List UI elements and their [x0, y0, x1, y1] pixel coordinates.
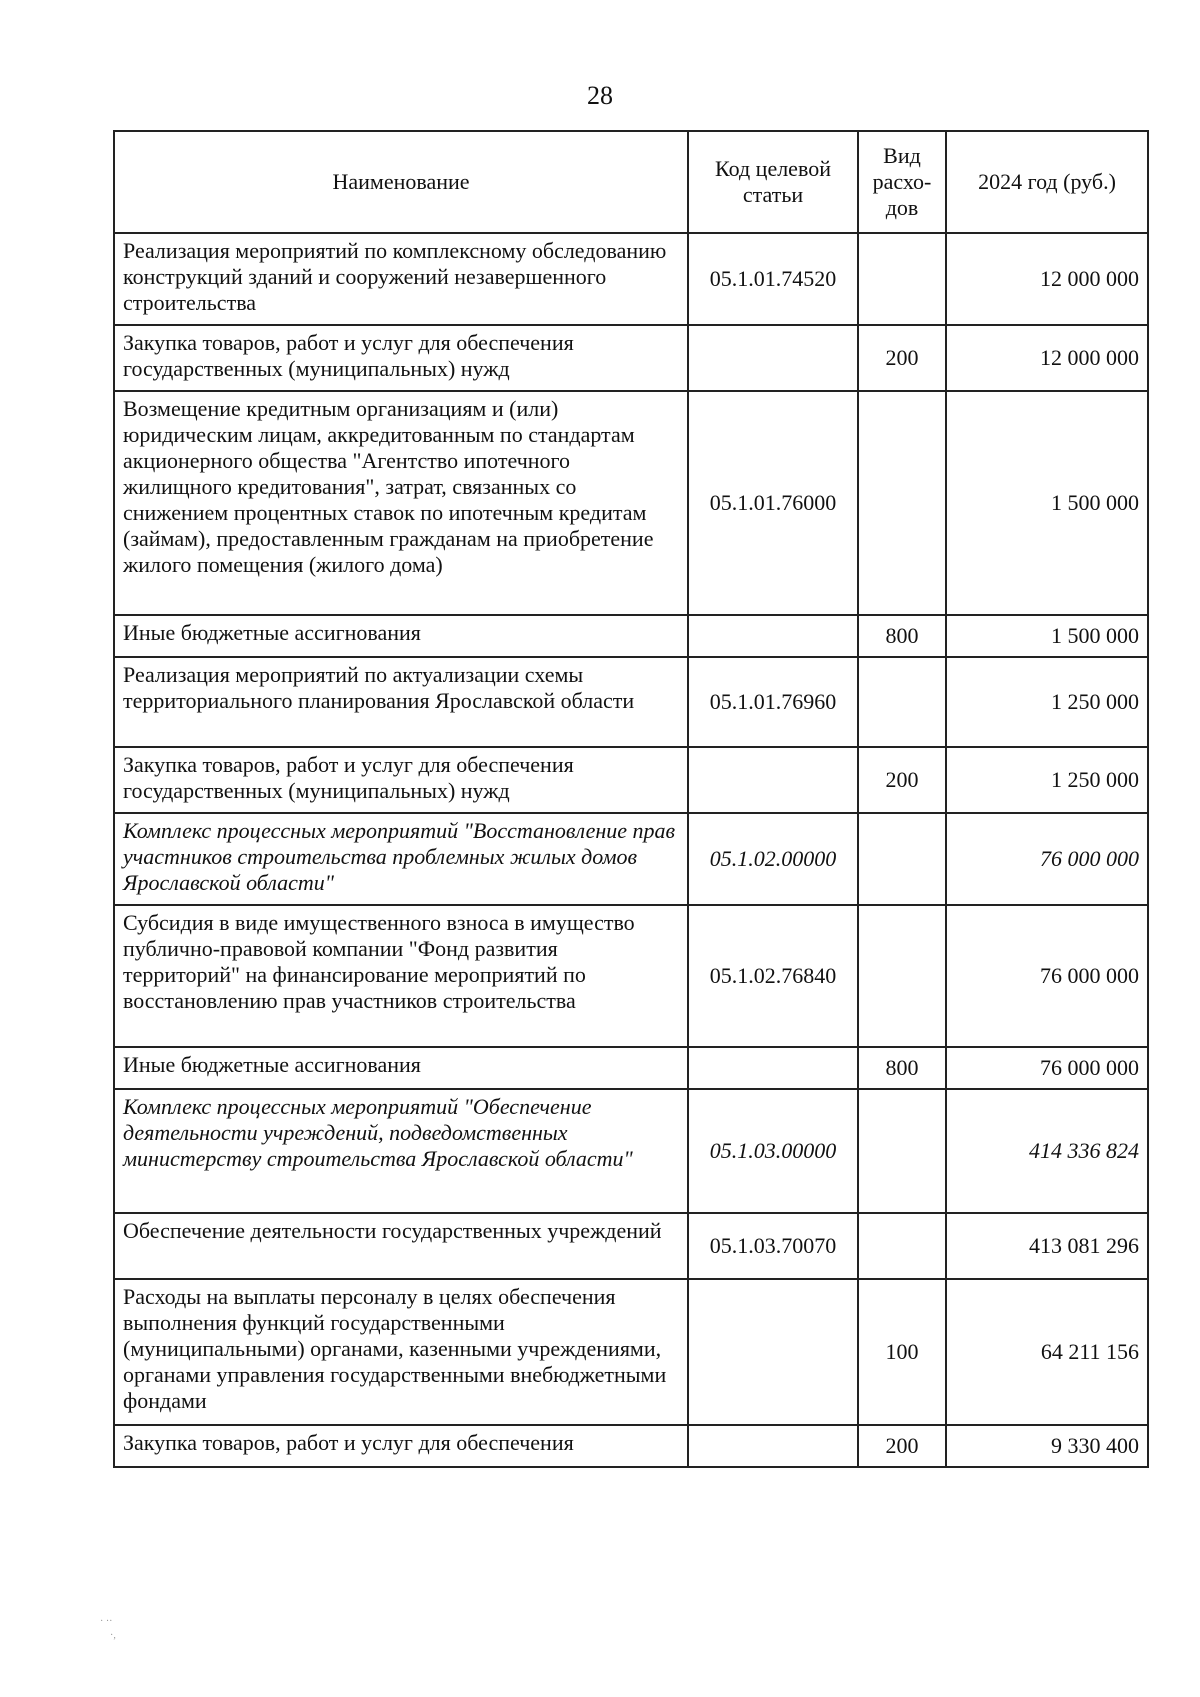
header-kind: Вид расхо-дов — [858, 131, 946, 233]
table-row — [114, 1089, 1148, 1213]
cell-amount: 76 000 000 — [946, 905, 1148, 1047]
cell-code: 05.1.01.76000 — [688, 391, 858, 615]
cell-code: 05.1.02.00000 — [688, 813, 858, 905]
table-row — [114, 905, 1148, 1047]
cell-amount: 1 500 000 — [946, 615, 1148, 657]
cell-code: 05.1.03.70070 — [688, 1213, 858, 1279]
table-row — [114, 813, 1148, 905]
table-row — [114, 1425, 1148, 1467]
cell-code: 05.1.01.74520 — [688, 233, 858, 325]
cell-amount: 64 211 156 — [946, 1279, 1148, 1425]
cell-code — [688, 615, 858, 657]
cell-amount: 1 250 000 — [946, 657, 1148, 747]
cell-kind — [858, 233, 946, 325]
cell-amount: 1 250 000 — [946, 747, 1148, 813]
cell-code — [688, 1279, 858, 1425]
table-body — [114, 233, 1148, 1467]
cell-kind — [858, 657, 946, 747]
cell-name: Иные бюджетные ассигнования — [114, 1047, 688, 1089]
cell-code — [688, 1425, 858, 1467]
table-row — [114, 1279, 1148, 1425]
cell-code — [688, 325, 858, 391]
cell-kind — [858, 905, 946, 1047]
cell-kind: 800 — [858, 1047, 946, 1089]
cell-name: Иные бюджетные ассигнования — [114, 615, 688, 657]
cell-amount: 12 000 000 — [946, 325, 1148, 391]
cell-name: Возмещение кредитным организациям и (или) юридическим лицам, аккредитованным по стандартам акционерного общества "Агентство ипотечного жилищного кредитования", затрат, связанных со снижением процентных ставок по ипотечным кредитам (займам), предоставленным гражданам на приобретение жилого помещения (жилого дома) — [114, 391, 688, 615]
cell-amount: 12 000 000 — [946, 233, 1148, 325]
cell-kind: 200 — [858, 325, 946, 391]
cell-kind: 100 — [858, 1279, 946, 1425]
cell-kind — [858, 1089, 946, 1213]
cell-name: Реализация мероприятий по актуализации схемы территориального планирования Ярославской области — [114, 657, 688, 747]
cell-name: Реализация мероприятий по комплексному обследованию конструкций зданий и сооружений незавершенного строительства — [114, 233, 688, 325]
cell-kind — [858, 1213, 946, 1279]
table-row — [114, 325, 1148, 391]
cell-amount: 9 330 400 — [946, 1425, 1148, 1467]
cell-name: Субсидия в виде имущественного взноса в имущество публично-правовой компании "Фонд развития территорий" на финансирование мероприятий по восстановлению прав участников строительства — [114, 905, 688, 1047]
table-row — [114, 615, 1148, 657]
cell-code: 05.1.03.00000 — [688, 1089, 858, 1213]
cell-kind — [858, 813, 946, 905]
cell-kind: 200 — [858, 747, 946, 813]
table-row — [114, 1213, 1148, 1279]
table-row — [114, 657, 1148, 747]
table-row — [114, 391, 1148, 615]
table-row — [114, 747, 1148, 813]
cell-name: Комплекс процессных мероприятий "Обеспечение деятельности учреждений, подведомственных министерству строительства Ярославской области" — [114, 1089, 688, 1213]
cell-amount: 1 500 000 — [946, 391, 1148, 615]
header-name: Наименование — [114, 131, 688, 233]
table-row — [114, 1047, 1148, 1089]
cell-name: Обеспечение деятельности государственных учреждений — [114, 1213, 688, 1279]
cell-code — [688, 1047, 858, 1089]
cell-code: 05.1.01.76960 — [688, 657, 858, 747]
cell-kind: 800 — [858, 615, 946, 657]
cell-amount: 76 000 000 — [946, 813, 1148, 905]
cell-amount: 76 000 000 — [946, 1047, 1148, 1089]
cell-name: Комплекс процессных мероприятий "Восстановление прав участников строительства проблемных жилых домов Ярославской области" — [114, 813, 688, 905]
page-number: 28 — [587, 81, 613, 110]
cell-name: Расходы на выплаты персоналу в целях обеспечения выполнения функций государственными (муниципальными) органами, казенными учреждениями, органами управления государственными внебюджетными фондами — [114, 1279, 688, 1425]
cell-code — [688, 747, 858, 813]
cell-amount: 414 336 824 — [946, 1089, 1148, 1213]
cell-kind: 200 — [858, 1425, 946, 1467]
cell-kind — [858, 391, 946, 615]
cell-name: Закупка товаров, работ и услуг для обеспечения государственных (муниципальных) нужд — [114, 747, 688, 813]
budget-table — [113, 130, 1149, 1468]
scan-specks: · ·· ·, — [100, 1616, 116, 1641]
cell-name: Закупка товаров, работ и услуг для обеспечения государственных (муниципальных) нужд — [114, 325, 688, 391]
header-amount: 2024 год (руб.) — [946, 131, 1148, 233]
cell-amount: 413 081 296 — [946, 1213, 1148, 1279]
table-row — [114, 233, 1148, 325]
header-code: Код целевой статьи — [688, 131, 858, 233]
cell-code: 05.1.02.76840 — [688, 905, 858, 1047]
table-header-row — [114, 131, 1148, 233]
cell-name: Закупка товаров, работ и услуг для обеспечения — [114, 1425, 688, 1467]
